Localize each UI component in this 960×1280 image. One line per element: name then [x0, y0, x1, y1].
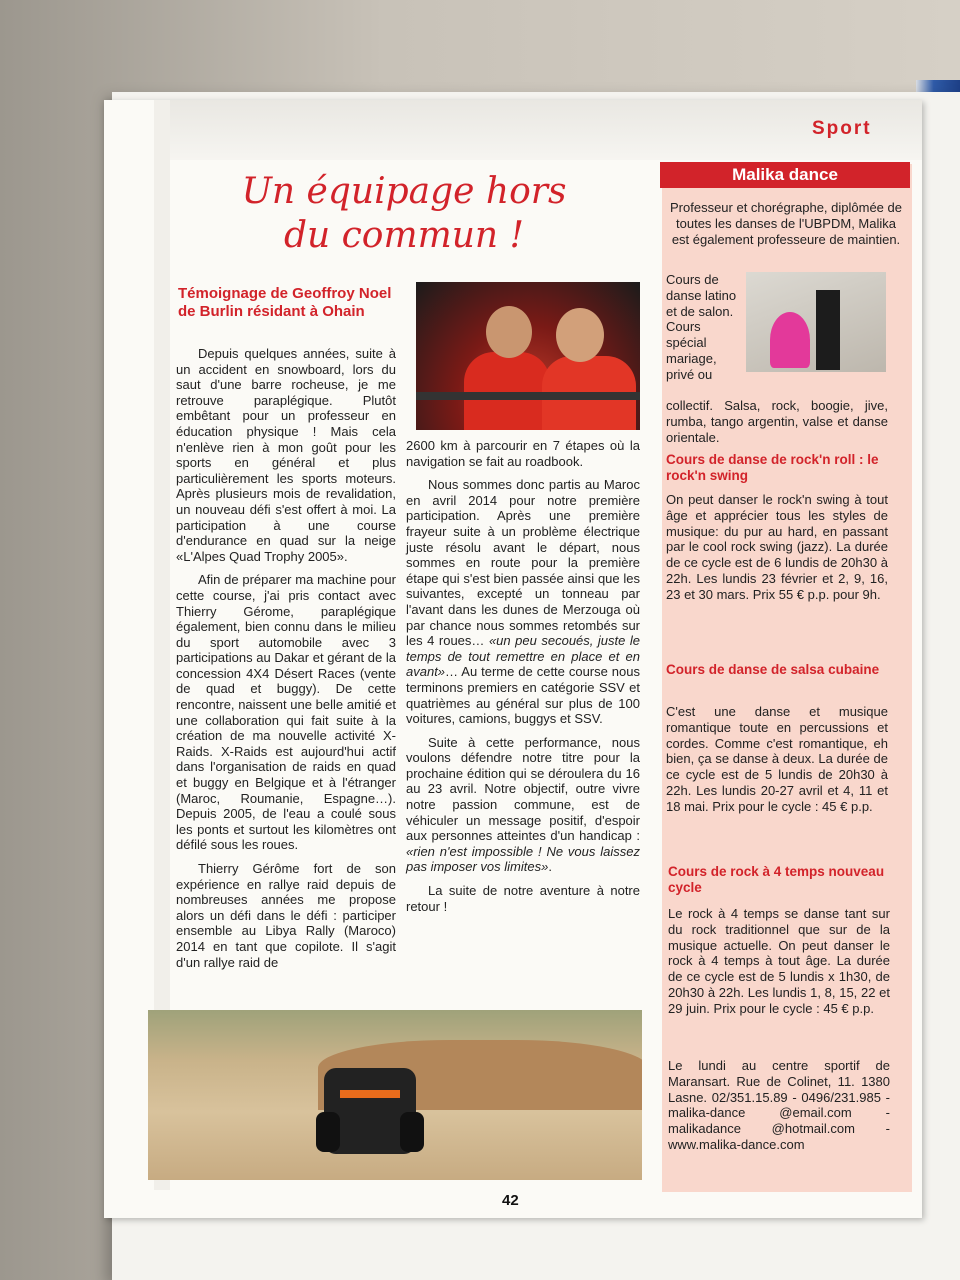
article-title — [234, 170, 574, 258]
article-subhead: Témoignage de Geoffroy Noel de Burlin résidant à Ohain — [178, 285, 392, 320]
drivers-photo — [416, 282, 640, 430]
driver-suit — [464, 352, 550, 430]
article-column-2 — [406, 438, 640, 922]
sidebar-paragraph: On peut danser le rock'n swing à tout âge et apprécier tous les styles de musique: du pur au hard, en passant par le cool rock swing (jazz). La durée de ce cycle est de 6 lundis de 20h30 à 22h. Les lundis 23 février et 2, 9, 16, 23 et 30 mars. Prix 55 € p.p. pour 9h. — [666, 492, 888, 602]
sidebar-paragraph: Le rock à 4 temps se danse tant sur du rock traditionnel que sur de la musique actuelle. On peut danser le rock à 4 temps à tout âge. La durée de ce cycle est de 5 lundis x 1h30, de 20h30 à 22h. Les lundis 1, 8, 15, 22 et 29 juin. Prix pour le cycle : 45 € p.p. — [668, 906, 890, 1016]
sidebar-courses-a: Cours de danse latino et de salon. Cours spécial mariage, privé ou — [666, 272, 737, 382]
text: … Au terme de cette course nous terminons premiers en catégorie SSV et quatrièmes au général sur plus de 100 voitures, camions, buggys et SSV. — [406, 664, 640, 727]
quote: «rien n'est impossible ! Ne vous laissez pas imposer vos limites» — [406, 843, 640, 875]
paragraph: Depuis quelques années, suite à un accident en snowboard, lors du saut d'une barre rocheuse, je me retrouve paraplégique. Plutôt embêtant pour un professeur en éducation physique ! Mais cela n'enlève rien à mon goût pour les sports en général et plus particulièrement les sports moteurs. Après plusieurs mois de revalidation, un nouveau défi s'est offert à moi. La participation à une course d'endurance en quad sur la neige «L'Alpes Quad Trophy 2005». — [176, 346, 396, 564]
title-line-1: Un équipage hors — [241, 171, 567, 212]
sidebar-heading: Cours de rock à 4 temps nouveau cycle — [668, 864, 885, 895]
article-column-1 — [176, 346, 396, 978]
page-number: 42 — [502, 1192, 519, 1209]
sidebar-heading: Cours de danse de rock'n roll : le rock'n swing — [666, 452, 879, 483]
sidebar-courses-b: collectif. Salsa, rock, boogie, jive, rumba, tango argentin, valse et danse orientale. — [666, 398, 888, 445]
sidebar-title: Malika dance — [660, 162, 910, 188]
paragraph — [406, 477, 640, 727]
quote: «un peu secoués, juste le temps de tout remettre en place et en avant» — [406, 633, 641, 680]
sidebar-paragraph: C'est une danse et musique romantique toute en percussions et cordes. Comme c'est romantique, eh bien, ça se danse à deux. La durée de ce cycle est de 5 lundis de 20h30 à 22h. Les lundis 20-27 avril et 4, 11 et 18 mai. Prix pour le cycle : 45 € p.p. — [666, 704, 888, 814]
title-line-2: du commun ! — [283, 215, 525, 256]
magazine-page — [104, 100, 922, 1218]
driver-face — [556, 308, 604, 362]
buggy-wheel — [316, 1112, 340, 1152]
sidebar-intro: Professeur et chorégraphe, diplômée de toutes les danses de l'UBPDM, Malika est également professeure de maintien. — [670, 200, 902, 247]
paragraph — [406, 735, 640, 875]
buggy-photo — [148, 1010, 642, 1180]
buggy — [324, 1068, 416, 1154]
dancers-photo — [746, 272, 886, 372]
text: . — [548, 859, 552, 875]
paragraph: Afin de préparer ma machine pour cette course, j'ai pris contact avec Thierry Gérome, paraplégique également, bien connu dans le milieu du sport automobile avec 3 participations au Dakar et gérant de la concession 4X4 Désert Races (vente de quad et buggy). De cette rencontre, naissent une belle amitié et une collaboration qui fait suite à la création de ma nouvelle activité X-Raids. X-Raids est aujourd'hui actif dans l'organisation de raids en quad et buggy en Belgique et à l'étranger (Maroc, Roumanie, Espagne…). Depuis 2005, de l'eau a coulé sous les ponts et surtout les kilomètres ont défilé sous les roues. — [176, 572, 396, 853]
text: Suite à cette performance, nous voulons défendre notre titre pour la prochaine édition qui se déroulera du 16 au 23 avril. Notre objectif, outre vivre notre passion commune, est de véhiculer un message positif, d'espoir aux personnes atteintes d'un handicap : — [406, 734, 640, 844]
paragraph: La suite de notre aventure à notre retour ! — [406, 883, 640, 914]
paragraph: 2600 km à parcourir en 7 étapes où la navigation se fait au roadbook. — [406, 438, 640, 469]
roll-bar — [416, 392, 640, 400]
section-label: Sport — [812, 118, 872, 139]
text: Nous sommes donc partis au Maroc en avril 2014 pour notre première participation. Après une première frayeur suite à un problème électrique juste résolu avant le départ, nous sommes en route pour la première étape qui s'est bien passée ainsi que les suivantes, excepté un tonneau par l'avant dans les dunes de Merzouga où par chance nous sommes retombés sur les 4 roues… — [406, 477, 640, 649]
buggy-wheel — [400, 1112, 424, 1152]
dancer — [770, 312, 810, 368]
buggy-lights — [340, 1090, 400, 1098]
dancer — [816, 290, 840, 370]
paragraph: Thierry Gérôme fort de son expérience en rallye raid depuis de nombreuses années me propose alors un défi dans le défi : participer ensemble au Libya Rally (Maroco) 2014 en tant que copilote. Il s'agit d'un rallye raid de — [176, 861, 396, 970]
page-header-shade — [154, 100, 922, 160]
sidebar-heading: Cours de danse de salsa cubaine — [666, 662, 880, 677]
sidebar-contact: Le lundi au centre sportif de Maransart. Rue de Colinet, 11. 1380 Lasne. 02/351.15.89 - 0496/231.985 - malika-dance @email.com - malikadance @hotmail.com - www.malika-dance.com — [668, 1058, 890, 1152]
driver-face — [486, 306, 532, 358]
